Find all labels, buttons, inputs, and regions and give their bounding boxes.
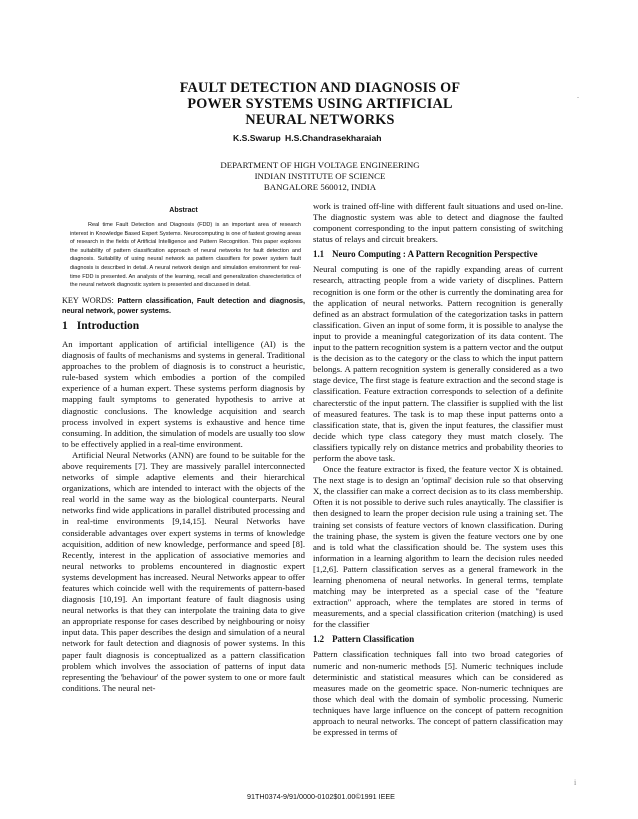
subsection-number: 1.2	[313, 634, 325, 645]
affiliation-line: DEPARTMENT OF HIGH VOLTAGE ENGINEERING	[220, 160, 420, 170]
title-line: POWER SYSTEMS USING ARTIFICIAL	[187, 96, 453, 112]
keywords-label: KEY WORDS:	[62, 295, 114, 305]
keywords-value: Pattern classification, Fault detection and diagnosis, neural network, power systems.	[62, 295, 306, 316]
subsection-heading-neuro-computing	[313, 249, 563, 260]
left-column	[62, 205, 305, 694]
abstract-text: Real time Fault Detection and Diagnosis (FDD) is an important area of research interest in Knowledge Based Expert Systems. Neurocomputing is one of fastest growing areas of research in the fields of Artificial Intelligence and Pattern Recognition. This paper explores the suitability of pattern classification approach of neural networks for fault detection and diagnosis. Suitability of using neural network as pattern classifiers for power system fault diagnosis is described in detail. A neural network design and simulation environment for real-time FDD is presented. An analysis of the learning, recall and generalization charecteristics of the neural network diagnostic system is presented and discussed in detail.	[70, 222, 301, 289]
subsection-title: Pattern Classification	[332, 634, 415, 645]
subsection-heading-pattern-classification	[313, 634, 563, 645]
paper-title	[150, 80, 490, 128]
paragraph: Pattern classification techniques fall into two broad categories of numeric and non-numeric methods [5]. Numeric techniques include deterministic and statistical measures which can be considered as measures made on the geometric space. Non-numeric techniques are those which deal with the domain of symbolic processing. Numeric techniques have large influence on the concept of pattern recognition approach to neural networks. The concept of pattern classification may be expressed in terms of	[313, 649, 563, 738]
affiliation-line: BANGALORE 560012, INDIA	[263, 182, 377, 192]
author-name: K.S.Swarup	[233, 133, 281, 143]
section-number: 1	[62, 319, 68, 332]
paragraph: Neural computing is one of the rapidly expanding areas of current research, attracting people from a wide variety of discplines. Pattern recognition is one form or the other is currently the dominating area for the application of neural networks. Pattern recognition is generally defined as an abstract formulation of the categorization tasks in pattern classification. Given an input of some form, it is possible to analyse the input to provide a meaningful categorization of its data content. The input to the pattern recognition system is a pattern vector and the output is the decision as to the category or the class to which the input pattern belongs. A pattern recognition system is generally considered as a two stage device, The first stage is feature extraction and the second stage is classification. Feature extraction corresponds to selection of a definite charecterstic of the input pattern. The classifier is supplied with the list of measured features. The task is to map these input patterns onto a classification state, that is, given the input features, the classifier must decide which type class category they must match closely. The classifiers typically rely on distance metrics and probability theories to perform the above task.	[313, 264, 563, 463]
section-title: Introduction	[76, 319, 140, 332]
affiliation	[180, 160, 460, 193]
margin-mark: i	[574, 778, 577, 787]
affiliation-line: INDIAN INSTITUTE OF SCIENCE	[254, 171, 386, 181]
subsection-number: 1.1	[313, 249, 325, 260]
keywords	[62, 296, 305, 317]
paragraph: Once the feature extractor is fixed, the feature vector X is obtained. The next stage is to design an 'optimal' decision rule so that observing X, the classifier can make a correct decision as to its class membership. Often it is not possible to derive such rules anaytically. The classifier is then designed to learn the proper decision rule using a training set. The training set consists of feature vectors of known classification. During the training phase, the system is given the feature vectors one by one and is told what the classification should be. The system uses this information in a learning algorithm to learn the decision rules needed [1,2,6]. Pattern classification serves as a general framework in the learning phenomena of neural networks. In general terms, template matching may be interpreted as a special case of the "feature extraction" approach, where the templates are stored in terms of measurements, and a special classification criterion (matching) is used for the classifier	[313, 464, 563, 630]
paragraph: Artificial Neural Networks (ANN) are found to be suitable for the above requirements [7]. They are massively parallel interconnected networks of simple adaptive elements and their hierarchical organizations, which are intended to interact with the objects of the real world in the same way as the biological counterparts. Neural networks find wide applications in parallel distributed processing and in real-time environments [9,14,15]. Neural Networks have considerable advantages over expert systems in terms of knowledge acquisition, addition of new knowledge, performance and speed [8]. Recently, interest in the application of associative memories and neural networks to problems encountered in diagnostic expert systems development has increased. Neural Networks appear to offer features which coincide well with the requirements of pattern-based diagnosis [10,19]. An important feature of fault diagnosis using neural networks is that they can interpolate the training data to give an appropriate response for cases described by neighbouring or noisy input data. This paper describes the design and simulation of a neural network for fault detection and diagnosis of power systems. In this paper fault diagnosis is conceptualized as a pattern classification problem which involves the association of patterns of input data representing the 'behaviour' of the power system to one or more fault conditions. The neural net-	[62, 449, 305, 693]
paragraph: An important application of artificial intelligence (AI) is the diagnosis of faults of mechanisms and systems in general. Traditional approaches to the problem of diagnosis is to construct a heuristic, rule-based system which embodies a portion of the compiled experience of a human expert. These systems perform diagnosis by mapping fault symptoms to generated hypothesis to arrive at diagnostic conclusions. The knowledge acquisition and search process involved in expert systems is exhaustive and hence time consuming. In addition, the simulation of models are usually too slow to be effectively applied in a real-time environment.	[62, 338, 305, 449]
subsection-title: Neuro Computing : A Pattern Recognition Perspective	[332, 249, 538, 260]
paragraph: work is trained off-line with different fault situations and used on-line. The diagnostic system was able to detect and diagnose the faulted component corresponding to the input pattern consisting of switching status of relays and circuit breakers.	[313, 201, 563, 245]
margin-mark: -	[577, 95, 579, 101]
section-heading-introduction	[62, 321, 305, 332]
abstract-title: Abstract	[169, 207, 198, 214]
copyright-footer: 91TH0374-9/91/0000-0102$01.00©1991 IEEE	[247, 792, 395, 801]
title-line: FAULT DETECTION AND DIAGNOSIS OF	[179, 80, 461, 96]
right-column	[313, 201, 563, 738]
author-name: H.S.Chandrasekharaiah	[285, 133, 382, 143]
title-line: NEURAL NETWORKS	[245, 112, 395, 128]
